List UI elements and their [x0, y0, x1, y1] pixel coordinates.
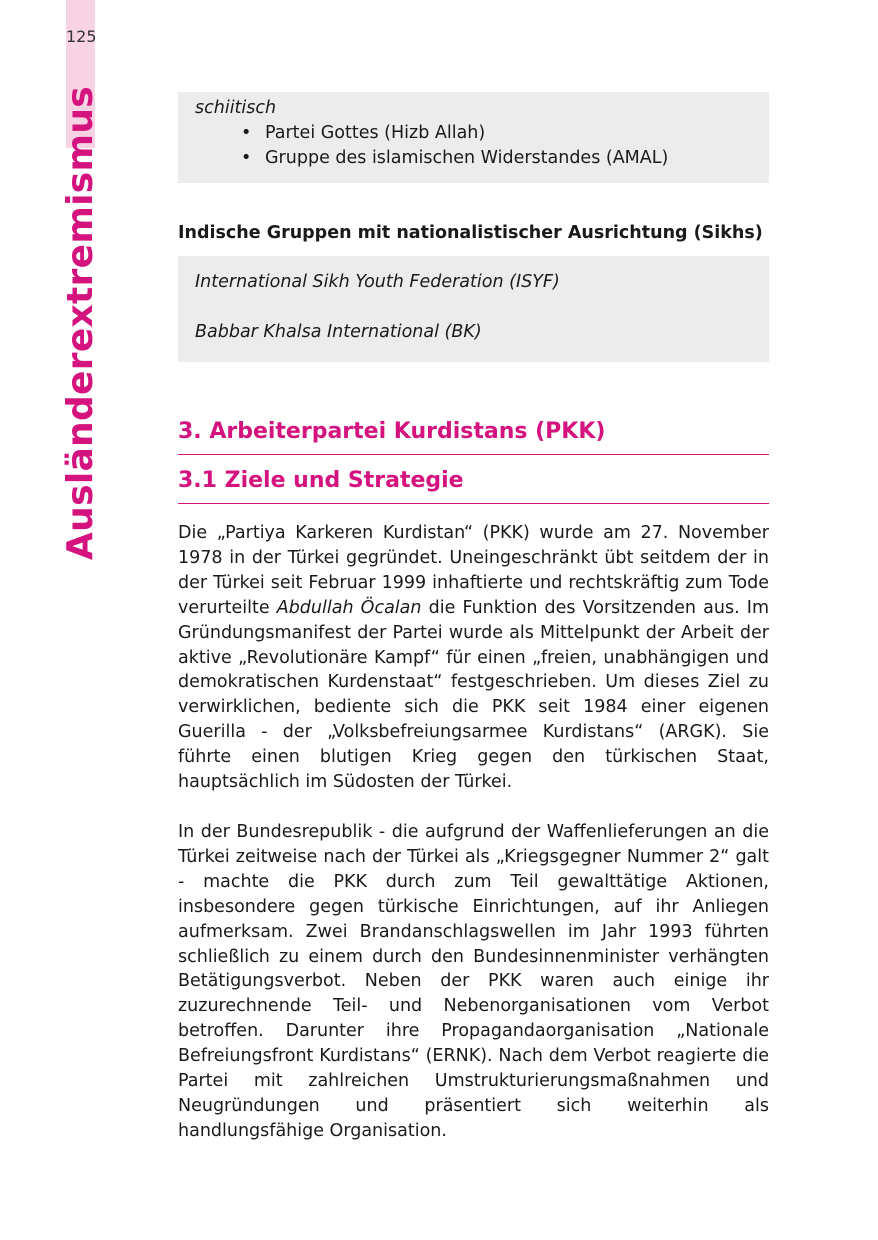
- subsection-heading: 3.1 Ziele und Strategie: [178, 466, 769, 504]
- sikh-org-bk: Babbar Khalsa International (BK): [195, 322, 482, 342]
- section-heading: 3. Arbeiterpartei Kurdistans (PKK): [178, 417, 769, 455]
- sikh-groups-heading: Indische Gruppen mit nationalistischer Ausrichtung (Sikhs): [178, 223, 763, 243]
- paragraph-text: die Funktion des Vorsitzenden aus. Im Gründungsmanifest der Partei wurde als Mittelpunkt der Arbeit der aktive „Revolutionäre Kampf“ für einen „freien, unabhängigen und demokratischen Kurdenstaat“ festgeschrieben. Um dieses Ziel zu verwirklichen, bediente sich die PKK seit 1984 einer eigenen Guerilla - der „Volksbefreiungsarmee Kurdistans“ (ARGK). Sie führte einen blutigen Krieg gegen den türkischen Staat, hauptsächlich im Südosten der Türkei.: [178, 597, 769, 793]
- shia-groups-box: [178, 92, 769, 183]
- chapter-side-title: Ausländerextremismus: [60, 86, 101, 560]
- sikh-org-isyf: International Sikh Youth Federation (ISYF): [195, 272, 560, 292]
- list-item: • Gruppe des islamischen Widerstandes (AMAL): [265, 146, 752, 171]
- person-name: Abdullah Öcalan: [276, 597, 422, 618]
- paragraph-text: Die „Partiya Karkeren Kurdistan“ (PKK) wurde am 27. November 1978 in der Türkei gegründet. Uneingeschränkt übt seitdem der in der Türkei seit Februar 1999 inhaftierte und rechtskräftig zum Tode verurteilte: [178, 523, 769, 618]
- body-paragraph-2: In der Bundesrepublik - die aufgrund der Waffenlieferungen an die Türkei zeitweise nach der Türkei als „Kriegsgegner Nummer 2“ galt - machte die PKK durch zum Teil gewalttätige Aktionen, insbesondere gegen türkische Einrichtungen, auf ihr Anliegen aufmerksam. Zwei Brandanschlagswellen im Jahr 1993 führten schließlich zu einem durch den Bundesinnenminister verhängten Betätigungsverbot. Neben der PKK waren auch einige ihr zuzurechnende Teil- und Nebenorganisationen vom Verbot betroffen. Darunter ihre Propagandaorganisation „Nationale Befreiungsfront Kurdistans“ (ERNK). Nach dem Verbot reagierte die Partei mit zahlreichen Umstrukturierungsmaßnahmen und Neugründungen und präsentiert sich weiterhin als handlungsfähige Organisation.: [178, 822, 769, 1141]
- page-number: 125: [66, 27, 97, 46]
- shia-label: schiitisch: [195, 98, 277, 118]
- sikh-groups-box: [178, 256, 769, 362]
- list-item: • Partei Gottes (Hizb Allah): [265, 121, 752, 146]
- shia-group-list: [195, 121, 752, 171]
- body-paragraph-1: [178, 521, 769, 795]
